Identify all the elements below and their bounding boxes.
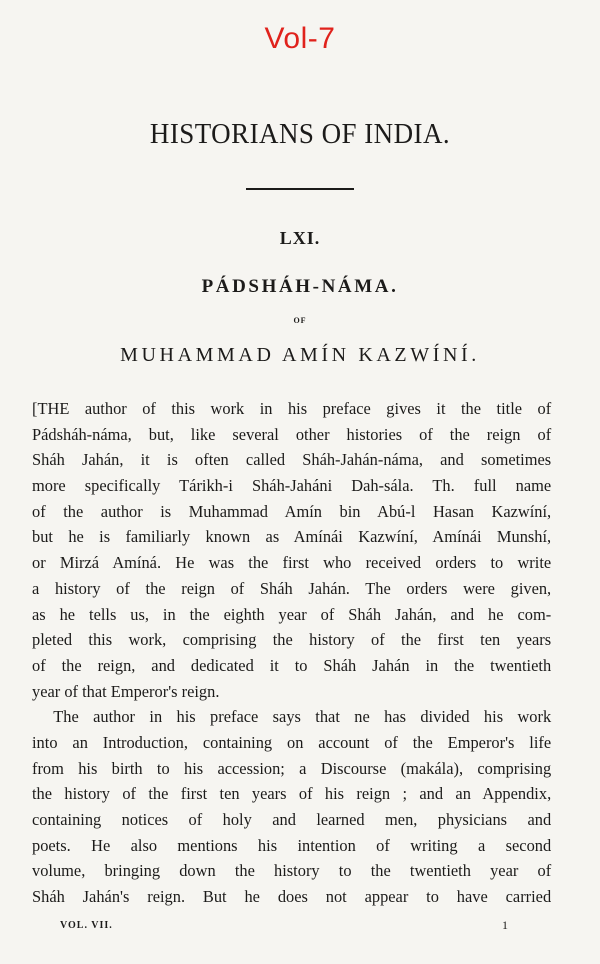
running-title: HISTORIANS OF INDIA. [149, 118, 451, 150]
text-line: more specifically Tárikh-i Sháh-Jaháni Dah-sála. Th. full name [32, 476, 552, 496]
text-line: pleted this work, comprising the history of the first ten years [32, 630, 552, 650]
volume-tag: Vol-7 [264, 22, 336, 55]
text-line: the history of the first ten years of his reign ; and an Appendix, [32, 784, 552, 804]
text-line: from his birth to his accession; a Discourse (makála), comprising [32, 758, 552, 778]
text-line: of the author is Muhammad Amín bin Abú-l Hasan Kazwíní, [32, 501, 552, 521]
text-line: a history of the reign of Sháh Jahán. The orders were given, [32, 578, 552, 598]
author-name: MUHAMMAD AMÍN KAZWÍNÍ. [120, 344, 480, 366]
text-line: containing notices of holy and learned men, physicians and [32, 810, 552, 829]
text-line: Pádsháh-náma, but, like several other histories of the reign of [32, 424, 552, 444]
chapter-title: PÁDSHÁH-NÁMA. [201, 276, 399, 297]
title-rule [246, 188, 354, 190]
text-line: as he tells us, in the eighth year of Sháh Jahán, and he com- [32, 604, 552, 624]
text-line: poets. He also mentions his intention of writing a second [32, 835, 552, 855]
text-line: or Mirzá Amíná. He was the first who received orders to write [32, 553, 552, 573]
chapter-number: LXI. [279, 228, 321, 248]
text-line: Sháh Jahán, it is often called Sháh-Jahán-náma, and sometimes [32, 450, 552, 470]
page-number: 1 [502, 918, 508, 932]
text-line: but he is familiarly known as Amínái Kazwíní, Amínái Munshí, [32, 527, 552, 547]
text-line: [THE author of this work in his preface gives it the title of [32, 399, 552, 418]
text-line: volume, bringing down the history to the twentieth year of [32, 861, 552, 881]
text-line: The author in his preface says that ne has divided his work [53, 707, 552, 727]
text-line: into an Introduction, containing on account of the Emperor's life [32, 732, 552, 752]
of-word: OF [293, 316, 307, 325]
text-line: year of that Emperor's reign. [32, 681, 220, 701]
body-text [32, 396, 570, 910]
text-line: Sháh Jahán's reign. But he does not appear to have carried [32, 887, 552, 907]
signature-mark: VOL. VII. [60, 920, 113, 931]
text-line: of the reign, and dedicated it to Sháh Jahán in the twentieth [32, 655, 552, 675]
